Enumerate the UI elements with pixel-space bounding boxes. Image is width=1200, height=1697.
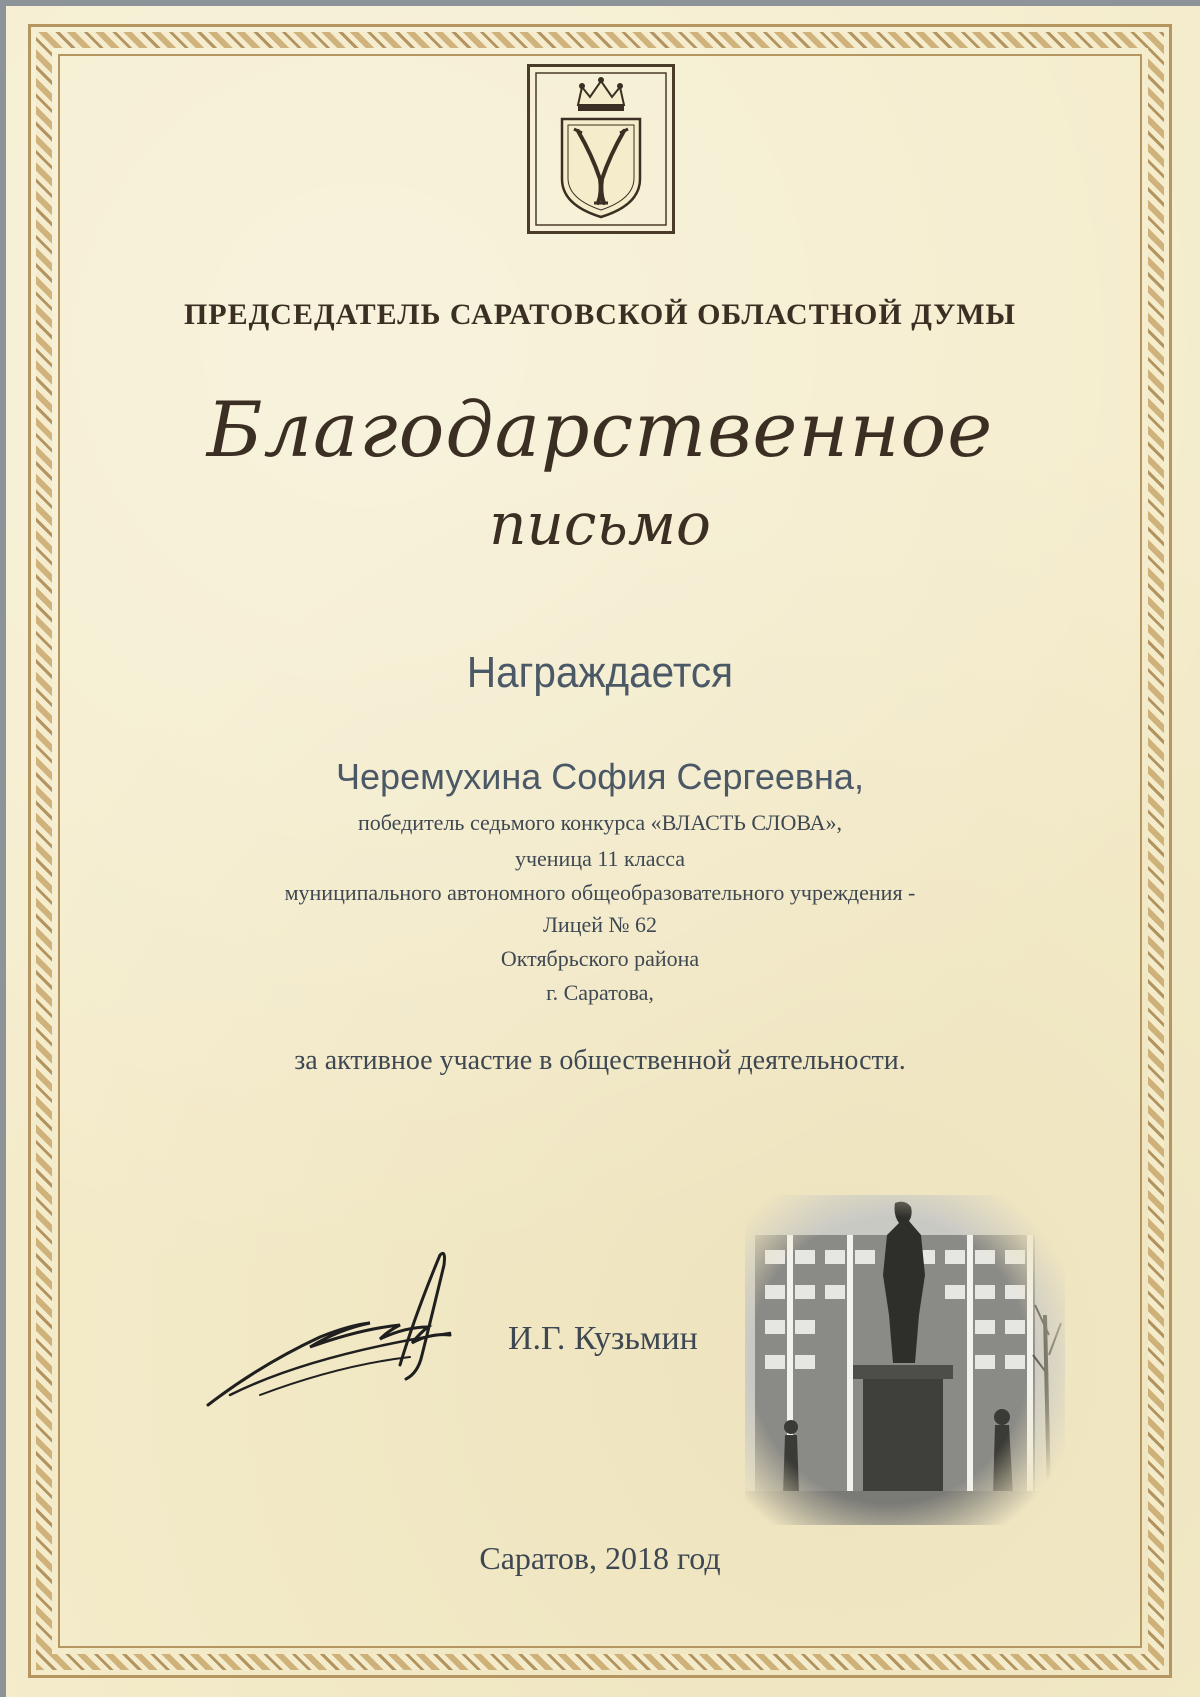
recipient-name: Черемухина София Сергеевна, [336,756,864,797]
city-and-year: Саратов, 2018 год [479,1540,721,1576]
recipient-detail-line: г. Саратова, [546,980,654,1005]
chairman-title: ПРЕДСЕДАТЕЛЬ САРАТОВСКОЙ ОБЛАСТНОЙ ДУМЫ [183,298,1017,331]
signature-icon [200,1245,490,1415]
letter-title-line2: письмо [489,490,711,558]
coat-of-arms-emblem [527,64,675,234]
recipient-detail-line: Лицей № 62 [543,912,657,937]
signer-name: И.Г. Кузьмин [508,1320,698,1357]
recipient-detail-line: Октябрьского района [500,946,700,971]
recipient-detail-line: ученица 11 класса [514,846,686,871]
award-reason: за активное участие в общественной деятельности. [294,1045,906,1076]
recipient-detail-line: победитель седьмого конкурса «ВЛАСТЬ СЛОВА», [357,810,843,835]
duma-building-photo [745,1195,1065,1525]
recipient-detail-line: муниципального автономного общеобразовательного учреждения - [284,880,916,905]
saratov-emblem-icon [530,67,672,231]
letter-title-line1: Благодарственное [206,385,994,474]
awarded-heading: Награждается [466,648,734,697]
